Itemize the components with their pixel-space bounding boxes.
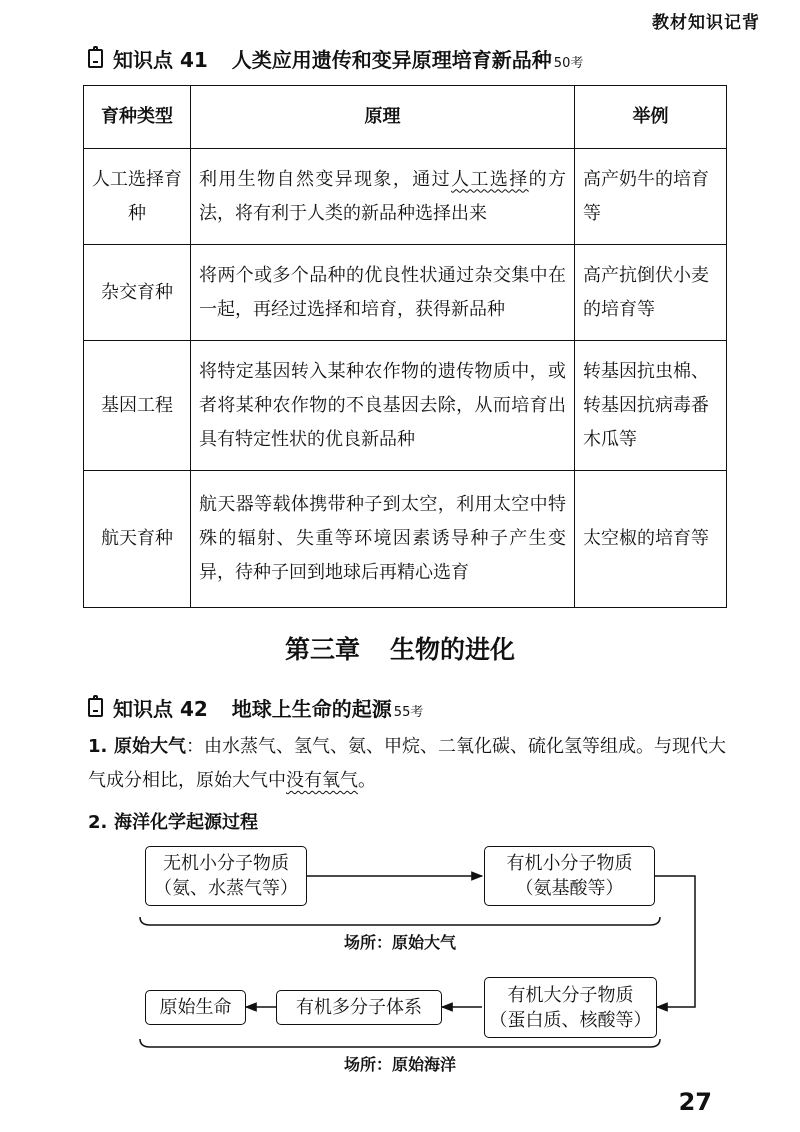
box-organic-small-molecules [484,846,655,906]
kp42-exam-count: 55考 [393,705,424,720]
key-term: 没有氧气 [286,770,358,791]
breeding-example: 转基因抗虫棉、转基因抗病毒番木瓜等 [575,341,727,471]
breeding-principle: 利用生物自然变异现象，通过人工选择的方法，将有利于人类的新品种选择出来 [191,149,575,245]
bracket-ocean [140,1039,660,1047]
breeding-principle: 将两个或多个品种的优良性状通过杂交集中在一起，再经过选择和培育，获得新品种 [191,245,575,341]
box-organic-macromolecules [484,977,657,1038]
item-heading: 海洋化学起源过程 [114,812,258,833]
chapter-label: 第三章 [284,635,360,664]
key-term: 人工选择 [451,168,529,190]
breeding-principle: 将特定基因转入某种农作物的遗传物质中，或者将某种农作物的不良基因去除，从而培育出具有特定性状的优良新品种 [191,341,575,471]
breeding-type: 航天育种 [84,471,191,608]
box-line: 有机多分子体系 [296,997,422,1018]
kp41-heading: 人类应用遗传和变异原理培育新品种 [231,48,552,72]
kp41-exam-count: 50考 [553,56,584,71]
breeding-type: 基因工程 [84,341,191,471]
box-line: 有机小分子物质 [506,853,633,874]
box-line: 无机小分子物质 [163,853,289,874]
box-line: 原始生命 [159,997,232,1018]
header-label: 教材知识记背 [652,13,760,33]
item-heading: 原始大气 [114,736,186,757]
item-primitive-atmosphere: 1. 原始大气：由水蒸气、氢气、氨、甲烷、二氧化碳、硫化氢等组成。与现代大气成分相比，原始大气中没有氧气。 [88,730,728,798]
table-header: 举例 [575,86,727,149]
box-primitive-life [145,990,246,1025]
kp41-label: 知识点 41 [113,48,208,72]
item-number: 1. [88,736,108,757]
table-header: 育种类型 [84,86,191,149]
box-inorganic-small-molecules [145,846,307,906]
box-line: （氨基酸等） [515,878,624,899]
box-line: 有机大分子物质 [507,984,634,1006]
breeding-principle: 航天器等载体携带种子到太空，利用太空中特殊的辐射、失重等环境因素诱导种子产生变异，待种子回到地球后再精心选育 [191,471,575,608]
kp42-label: 知识点 42 [113,697,208,721]
breeding-example: 高产奶牛的培育等 [575,149,727,245]
box-multimolecular-system [276,990,442,1025]
page-number: 27 [678,1088,712,1116]
bracket-atmosphere [140,917,660,925]
breeding-type: 人工选择育种 [84,149,191,245]
chapter-title: 生物的进化 [390,635,516,664]
breeding-example: 太空椒的培育等 [575,471,727,608]
place-ocean: 场所：原始海洋 [343,1055,456,1074]
box-line: （蛋白质、核酸等） [489,1009,652,1031]
breeding-type: 杂交育种 [84,245,191,341]
kp42-heading: 地球上生命的起源 [231,697,392,721]
place-atmosphere: 场所：原始大气 [343,933,456,952]
item-number: 2. [88,812,108,833]
breeding-example: 高产抗倒伏小麦的培育等 [575,245,727,341]
arrow-to-organic-macro [655,876,695,1007]
box-line: （氨、水蒸气等） [154,878,298,899]
table-header: 原理 [191,86,575,149]
